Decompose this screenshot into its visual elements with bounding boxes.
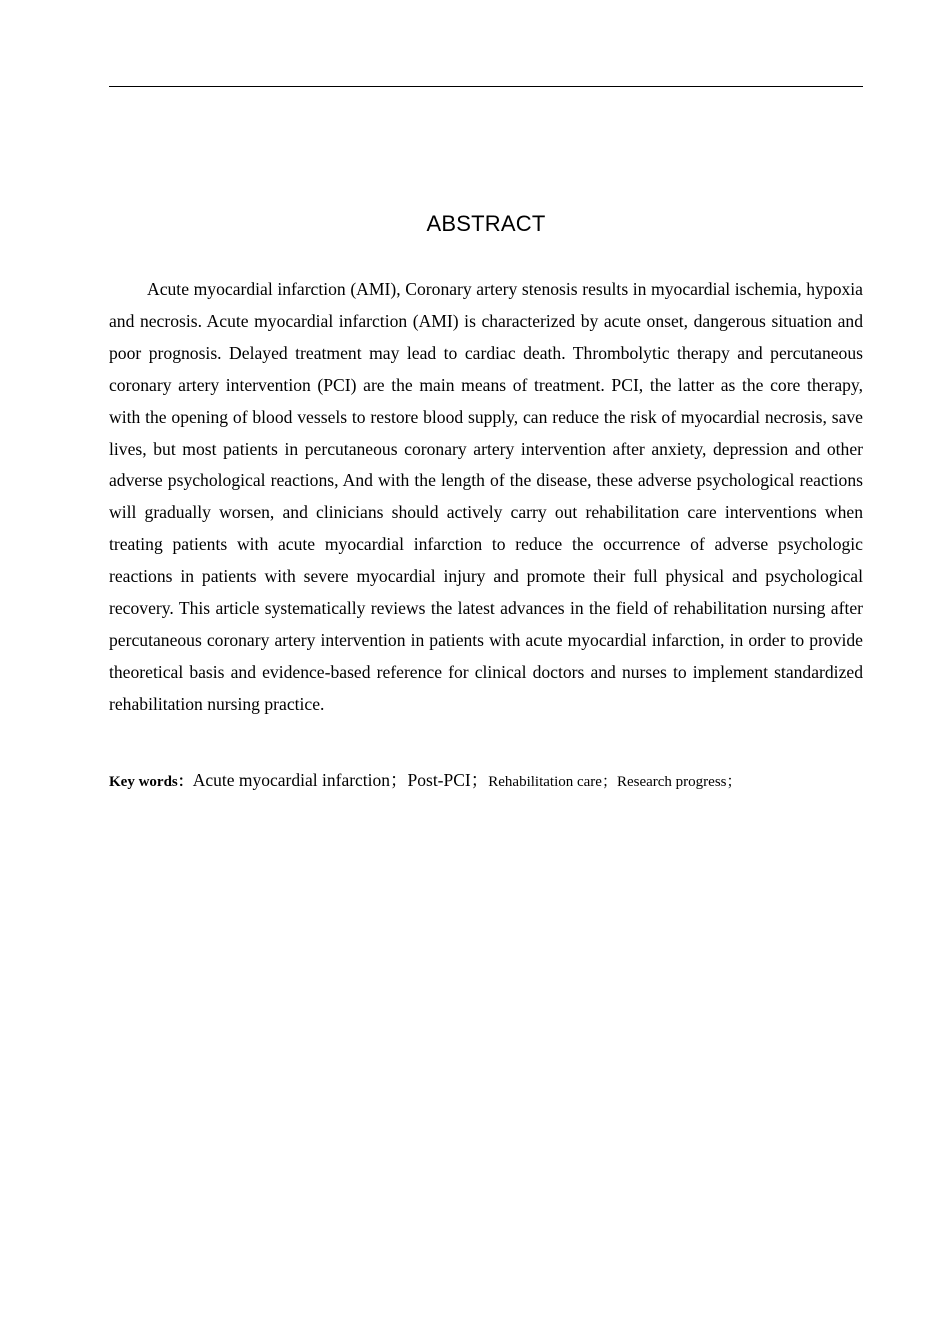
header-rule: [109, 86, 863, 87]
keyword-item: Post-PCI；: [407, 770, 489, 790]
keywords-line: [109, 767, 863, 795]
keywords-label: Key words：: [109, 774, 193, 790]
keyword-item: Acute myocardial infarction；: [192, 770, 408, 790]
abstract-body: Acute myocardial infarction (AMI), Coronary artery stenosis results in myocardial ischemia, hypoxia and necrosis. Acute myocardial infarction (AMI) is characterized by acute onset, dangerous situation and poor prognosis. Delayed treatment may lead to cardiac death. Thrombolytic therapy and percutaneous coronary artery intervention (PCI) are the main means of treatment. PCI, the latter as the core therapy, with the opening of blood vessels to restore blood supply, can reduce the risk of myocardial necrosis, save lives, but most patients in percutaneous coronary artery intervention after anxiety, depression and other adverse psychological reactions, And with the length of the disease, these adverse psychological reactions will gradually worsen, and clinicians should actively carry out rehabilitation care interventions when treating patients with acute myocardial infarction to reduce the occurrence of adverse psychologic reactions in patients with severe myocardial injury and promote their full physical and psychological recovery. This article systematically reviews the latest advances in the field of rehabilitation nursing after percutaneous coronary artery intervention in patients with acute myocardial infarction, in order to provide theoretical basis and evidence-based reference for clinical doctors and nurses to implement standardized rehabilitation nursing practice.: [109, 279, 863, 714]
keyword-item: Rehabilitation care；: [488, 774, 617, 790]
abstract-title: ABSTRACT: [426, 211, 546, 236]
keyword-item: Research progress；: [616, 774, 742, 790]
